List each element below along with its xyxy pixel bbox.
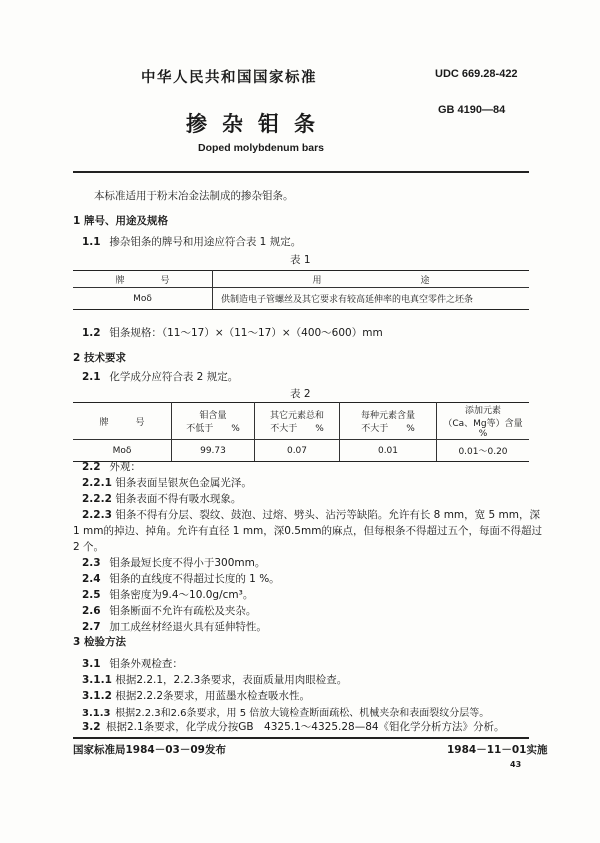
para-text: 钼条不得有分层、裂纹、鼓泡、过熔、劈头、沾污等缺陷。允许有长 8 mm，宽 5 mm，深 — [115, 509, 540, 521]
table-2-header-other — [255, 403, 340, 440]
footer-rule — [73, 737, 529, 739]
para-2-2-3 — [82, 507, 540, 522]
para-1-1 — [82, 234, 301, 249]
para-text: 根据2.2.1，2.2.3条要求，表面质量用肉眼检查。 — [115, 674, 348, 686]
para-number: 1.1 — [82, 236, 101, 248]
header-line: 不低于 % — [186, 424, 240, 434]
para-text: 钼条外观检查： — [109, 658, 183, 670]
gb-number: GB 4190—84 — [438, 104, 506, 116]
para-2-7 — [82, 619, 267, 634]
para-3-1 — [82, 656, 183, 671]
para-2-6 — [82, 603, 256, 618]
para-2-2 — [82, 459, 141, 474]
para-text: 外观： — [109, 461, 141, 473]
para-3-2-holder — [82, 719, 505, 734]
table-2-header-mo — [172, 403, 255, 440]
intro-text: 本标准适用于粉末冶金法制成的掺杂钼条。 — [94, 190, 294, 202]
para-number: 2.6 — [82, 605, 101, 617]
header-line: 不大于 % — [270, 424, 324, 434]
para-number: 3.2 — [82, 721, 101, 733]
para-number: 3.1.3 — [82, 708, 111, 719]
header-rule — [73, 171, 529, 173]
table-2-header-added — [437, 403, 530, 440]
para-text: 钼条最短长度不得小于300mm。 — [109, 557, 266, 569]
header-line: 钼含量 — [199, 411, 227, 421]
document-title: 掺杂钼条 — [186, 112, 330, 136]
para-number: 2.2.2 — [82, 493, 112, 505]
table-1-cell: 供制造电子管螺丝及其它要求有较高延伸率的电真空零件之坯条 — [213, 288, 530, 310]
para-text: 钼条断面不允许有疏松及夹杂。 — [109, 605, 257, 617]
document-subtitle: Doped molybdenum bars — [198, 142, 325, 154]
para-number: 3.1.1 — [82, 674, 112, 686]
para-2-2-3-line2: 1 mm的掉边、掉角。允许有直径 1 mm，深0.5mm的麻点，但每根条不得超过五个，每面不得超过 — [73, 525, 542, 537]
para-text: 钼条的直线度不得超过长度的 1 %。 — [109, 573, 280, 585]
para-1-2 — [82, 325, 383, 340]
para-text: 掺杂钼条的牌号和用途应符合表 1 规定。 — [109, 236, 302, 248]
table-2-header-each — [340, 403, 437, 440]
table-1 — [73, 270, 529, 310]
table-2-caption: 表 2 — [290, 388, 311, 400]
table-2-cell: 0.01 — [340, 440, 437, 462]
para-text: 钼条表面呈银灰色金属光泽。 — [115, 477, 252, 489]
para-number: 1.2 — [82, 327, 101, 339]
para-text: 钼条密度为9.4～10.0g/cm³。 — [109, 589, 254, 601]
header-line: 添加元素 — [464, 406, 501, 416]
para-2-2-3-line3: 2 个。 — [73, 541, 105, 553]
para-number: 2.1 — [82, 371, 101, 383]
para-text: 加工成丝材经退火具有延伸特性。 — [109, 621, 267, 633]
para-3-1-3 — [82, 704, 489, 719]
section-1-heading: 1 牌号、用途及规格 — [73, 215, 168, 227]
header-line: 不大于 % — [361, 424, 415, 434]
section-2-heading: 2 技术要求 — [73, 352, 126, 364]
table-2-cell: 0.07 — [255, 440, 340, 462]
para-2-2-2 — [82, 491, 241, 506]
para-number: 2.7 — [82, 621, 101, 633]
para-2-3 — [82, 555, 265, 570]
para-text: 根据2.2.3和2.6条要求，用 5 倍放大镜检查断面疏松、机械夹杂和表面裂纹分层等。 — [115, 708, 490, 719]
para-number: 2.5 — [82, 589, 101, 601]
section-3-heading: 3 检验方法 — [73, 636, 126, 648]
issue-date: 国家标准局1984－03－09发布 — [73, 744, 226, 756]
table-1-caption: 表 1 — [290, 254, 311, 266]
table-2 — [73, 402, 529, 462]
header-line: （Ca、Mg等）含量 % — [443, 419, 523, 439]
table-1-cell: Moδ — [73, 288, 213, 310]
para-2-1 — [82, 369, 238, 384]
standard-org: 中华人民共和国国家标准 — [141, 70, 317, 86]
para-text: 根据2.2.2条要求，用蓝墨水检查吸水性。 — [115, 690, 311, 702]
table-2-cell: Moδ — [73, 440, 172, 462]
para-text: 钼条规格：（11～17）×（11～17）×（400～600）mm — [109, 327, 383, 339]
para-2-4 — [82, 571, 280, 586]
para-number: 2.4 — [82, 573, 101, 585]
para-number: 2.2 — [82, 461, 101, 473]
para-2-2-1 — [82, 475, 252, 490]
para-number: 3.1.2 — [82, 690, 112, 702]
table-1-header-use: 用 途 — [213, 271, 530, 288]
table-2-header-grade: 牌 号 — [73, 403, 172, 440]
para-2-5 — [82, 587, 253, 602]
page-number: 43 — [510, 760, 522, 769]
para-text: 化学成分应符合表 2 规定。 — [109, 371, 239, 383]
header-line: 每种元素含量 — [360, 411, 415, 421]
para-text: 根据2.1条要求，化学成分按GB 4325.1～4325.28—84《钼化学分析方法》分析。 — [106, 721, 505, 733]
effective-date: 1984－11－01实施 — [447, 744, 548, 756]
table-1-header-grade: 牌 号 — [73, 271, 213, 288]
para-text: 钼条表面不得有吸水现象。 — [115, 493, 242, 505]
para-number: 3.1 — [82, 658, 101, 670]
para-3-1-2 — [82, 688, 310, 703]
para-number: 2.2.3 — [82, 509, 112, 521]
para-3-1-1 — [82, 672, 347, 687]
table-2-cell: 99.73 — [172, 440, 255, 462]
para-number: 2.2.1 — [82, 477, 112, 489]
udc-code: UDC 669.28-422 — [435, 68, 518, 80]
para-number: 2.3 — [82, 557, 101, 569]
header-line: 其它元素总和 — [269, 411, 324, 421]
table-2-cell: 0.01～0.20 — [437, 440, 530, 462]
